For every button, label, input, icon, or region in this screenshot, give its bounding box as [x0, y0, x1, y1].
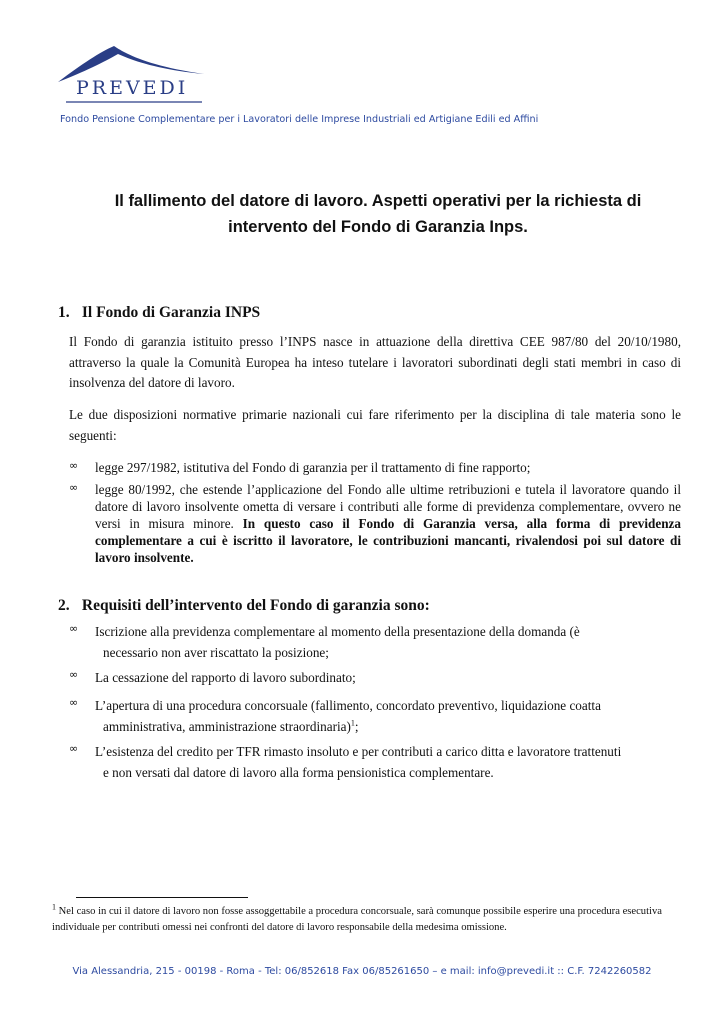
bullet-continuation-text: amministrativa, amministrazione straordinaria)	[103, 718, 351, 734]
footnote	[52, 904, 682, 936]
bullet-continuation	[95, 717, 681, 738]
bullet-text-bold: In questo caso il Fondo di Garanzia versa, alla forma di previdenza complementare a cui è iscritto il lavoratore, le contribuzioni mancanti, rivalendosi poi sul datore di lavoro insolvente.	[95, 516, 681, 565]
logo-text: PREVEDI	[76, 77, 189, 99]
section-1-heading	[58, 304, 260, 322]
prevedi-logo	[52, 44, 212, 108]
section-1-paragraph-2: Le due disposizioni normative primarie nazionali cui fare riferimento per la disciplina di tale materia sono le seguenti:	[69, 407, 681, 443]
infinity-bullet-icon: ∞	[69, 696, 79, 709]
infinity-bullet-icon: ∞	[69, 668, 79, 681]
section-1-title: Il Fondo di Garanzia INPS	[81, 304, 261, 321]
bullet-line: Iscrizione alla previdenza complementare al momento della presentazione della domanda (è	[95, 624, 580, 639]
footnote-separator	[76, 897, 248, 898]
section-2-title: Requisiti dell’intervento del Fondo di garanzia sono:	[81, 597, 430, 614]
bullet-line: L’esistenza del credito per TFR rimasto insoluto e per contributi a carico ditta e lavoratore trattenuti	[95, 744, 622, 759]
footnote-ref[interactable]: 1	[350, 718, 355, 728]
header-subtitle: Fondo Pensione Complementare per i Lavoratori delle Imprese Industriali ed Artigiane Edili ed Affini	[60, 114, 539, 125]
title-line-1: Il fallimento del datore di lavoro. Aspetti operativi per la richiesta di	[114, 192, 642, 210]
section-2-heading	[58, 597, 430, 615]
bullet-text	[95, 742, 681, 783]
section-1-number: 1.	[58, 304, 70, 321]
section-1-paragraph-1: Il Fondo di garanzia istituito presso l’INPS nasce in attuazione della direttiva CEE 987/80 del 20/10/1980, attraverso la quale la Comunità Europea ha inteso tutelare i lavoratori subordinati degli stati membri in caso di insolvenza del datore di lavoro.	[69, 334, 681, 390]
footnote-text: Nel caso in cui il datore di lavoro non fosse assoggettabile a procedura concorsuale, sarà comunque possibile esperire una procedura esecutiva individuale per contributi omessi nei confronti del datore di lavoro responsabile della medesima omissione.	[52, 906, 662, 933]
bullet-tail: ;	[354, 718, 359, 734]
bullet-text-plain: legge 80/1992, che estende l’applicazione del Fondo alle ultime retribuzioni e tutela il lavoratore quando il datore di lavoro insolvente ometta di versare i contributi alle forme di previdenza complementare, ovvero ne versi in misura minore.	[95, 482, 681, 531]
infinity-bullet-icon: ∞	[69, 481, 79, 494]
document-title	[60, 188, 696, 240]
bullet-text	[95, 622, 681, 663]
page-footer: Via Alessandria, 215 - 00198 - Roma - Tel: 06/852618 Fax 06/85261650 – e mail: info@prevedi.it :: C.F. 7242260582	[72, 966, 652, 977]
bullet-text	[95, 481, 681, 566]
title-line-2: intervento del Fondo di Garanzia Inps.	[228, 218, 528, 236]
infinity-bullet-icon: ∞	[69, 622, 79, 635]
bullet-text	[95, 668, 681, 689]
infinity-bullet-icon: ∞	[69, 742, 79, 755]
bullet-continuation: e non versati dal datore di lavoro alla forma pensionistica complementare.	[103, 764, 494, 780]
bullet-line: L’apertura di una procedura concorsuale (fallimento, concordato preventivo, liquidazione coatta	[95, 698, 601, 713]
bullet-text: legge 297/1982, istitutiva del Fondo di garanzia per il trattamento di fine rapporto;	[95, 460, 531, 475]
bullet-text	[95, 696, 681, 737]
bullet-line: La cessazione del rapporto di lavoro subordinato;	[95, 670, 356, 685]
section-2-number: 2.	[58, 597, 70, 614]
bullet-continuation: necessario non aver riscattato la posizione;	[103, 644, 329, 660]
footnote-mark: 1	[52, 902, 56, 912]
infinity-bullet-icon: ∞	[69, 459, 79, 472]
